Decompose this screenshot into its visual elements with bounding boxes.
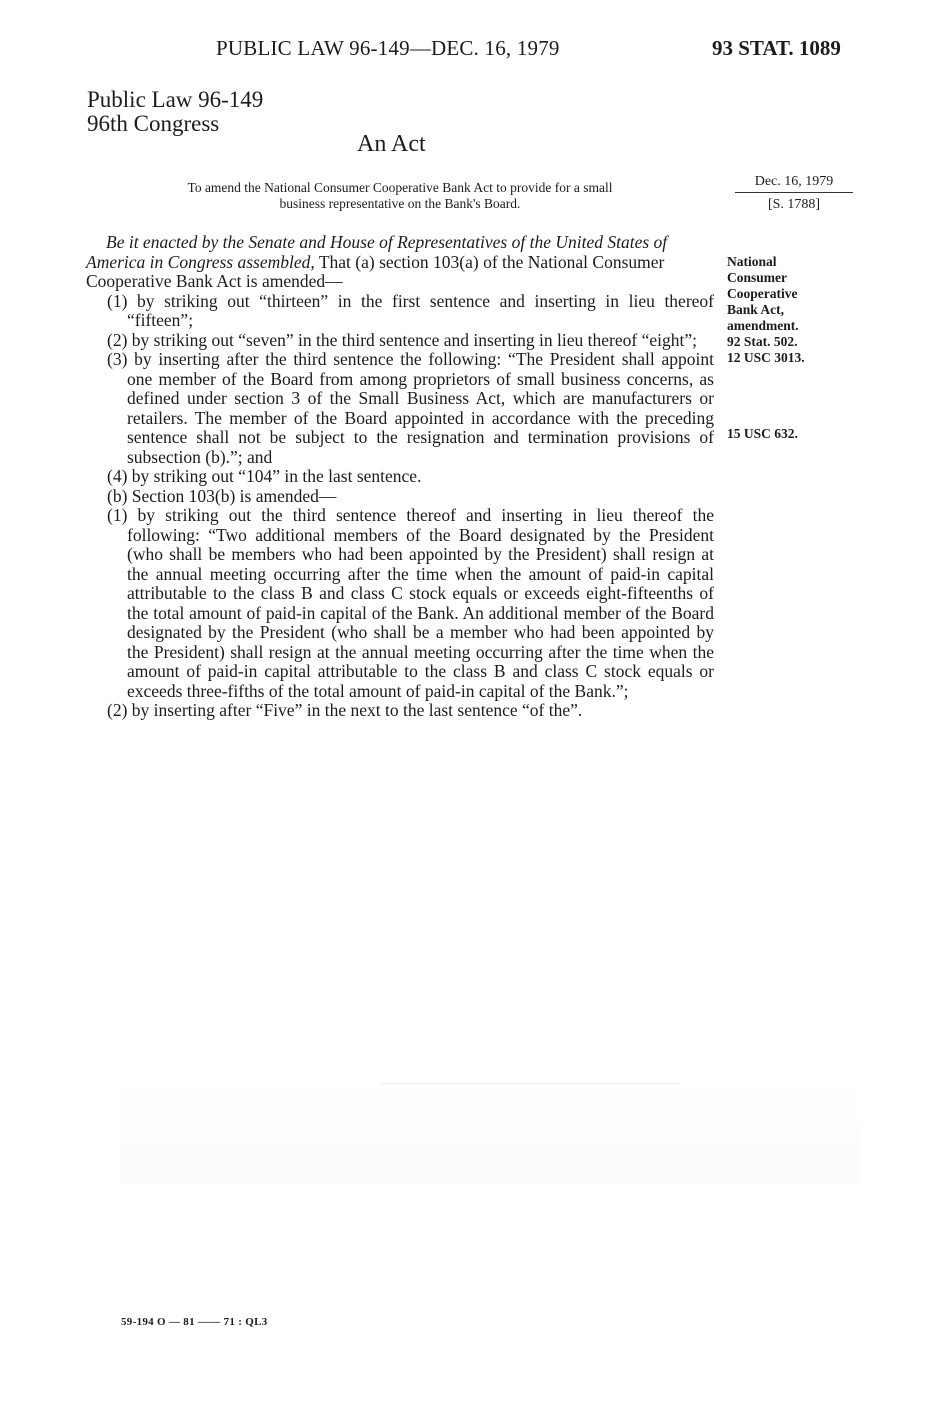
section-a-intro: That (a) section 103(a) of the National Consumer Cooperative Bank Act is amended—: [86, 251, 665, 291]
enacting-clause: [86, 233, 714, 292]
law-number: Public Law 96-149: [87, 87, 264, 112]
amendment-b1: (1) by striking out the third sentence thereof and inserting in lieu thereof the following: “Two additional members of the Board designated by the President (who shall be members who had been appointed by the President) shall resign at the annual meeting occurring after the time when the amount of paid-in capital attributable to the class B and class C stock equals or exceeds eight-fifteenths of the total amount of paid-in capital of the Bank. An additional member of the Board designated by the President (who shall be a member who had been appointed by the President) shall resign at the annual meeting occurring after the time when the amount of paid-in capital attributable to the class B and class C stock equals or exceeds three-fifths of the total amount of paid-in capital of the Bank.”;: [107, 505, 714, 701]
amendment-a1: (1) by striking out “thirteen” in the first sentence and inserting in lieu thereof “fifteen”;: [107, 290, 714, 330]
long-title-line-1: To amend the National Consumer Cooperative Bank Act to provide for a small: [187, 180, 613, 195]
margin-topic-line: Consumer: [727, 270, 787, 285]
margin-topic-line: amendment.: [727, 318, 799, 333]
amendment-a3: (3) by inserting after the third sentence the following: “The President shall appoint one member of the Board from among proprietors of small business concerns, as defined under section 3 of the Small Business Act, which are manufacturers or retailers. The member of the Board appointed in accordance with the preceding sentence shall not be subject to the resignation and termination provisions of subsection (b).”; and: [107, 349, 714, 467]
enactment-date: Dec. 16, 1979: [754, 174, 834, 189]
margin-note-usc: 15 USC 632.: [727, 426, 798, 441]
margin-topic-line: Bank Act,: [727, 302, 785, 317]
act-body: [86, 233, 714, 721]
enacting-formula: Be it enacted by the Senate and House of Representatives of the United States of America in Congress assembled,: [86, 232, 668, 272]
document-type-heading: An Act: [357, 131, 426, 157]
margin-topic-line: National: [727, 254, 777, 269]
stat-citation: 93 STAT. 1089: [712, 36, 841, 60]
amendment-a4: (4) by striking out “104” in the last sentence.: [107, 466, 422, 486]
long-title-line-2: business representative on the Bank's Board.: [279, 196, 521, 211]
margin-topic-line: Cooperative: [727, 286, 798, 301]
section-b-intro: (b) Section 103(b) is amended—: [107, 485, 337, 506]
amendment-a2: (2) by striking out “seven” in the third sentence and inserting in lieu thereof “eight”;: [107, 329, 697, 350]
running-head: PUBLIC LAW 96-149—DEC. 16, 1979: [216, 36, 560, 60]
bleed-through-area: [120, 1083, 860, 1183]
date-rule: [735, 192, 853, 193]
amendment-b2: (2) by inserting after “Five” in the next to the last sentence “of the”.: [107, 700, 583, 720]
congress-number: 96th Congress: [87, 111, 220, 136]
margin-note-topic: [727, 254, 837, 366]
enactment-date-box: [735, 173, 853, 214]
margin-usc-ref: 12 USC 3013.: [727, 350, 805, 365]
margin-stat-ref: 92 Stat. 502.: [727, 334, 798, 349]
long-title: [86, 180, 714, 212]
ghost-rule: [380, 1083, 680, 1084]
print-code: 59-194 O — 81 —— 71 : QL3: [121, 1316, 268, 1328]
bill-number: [S. 1788]: [767, 197, 821, 212]
